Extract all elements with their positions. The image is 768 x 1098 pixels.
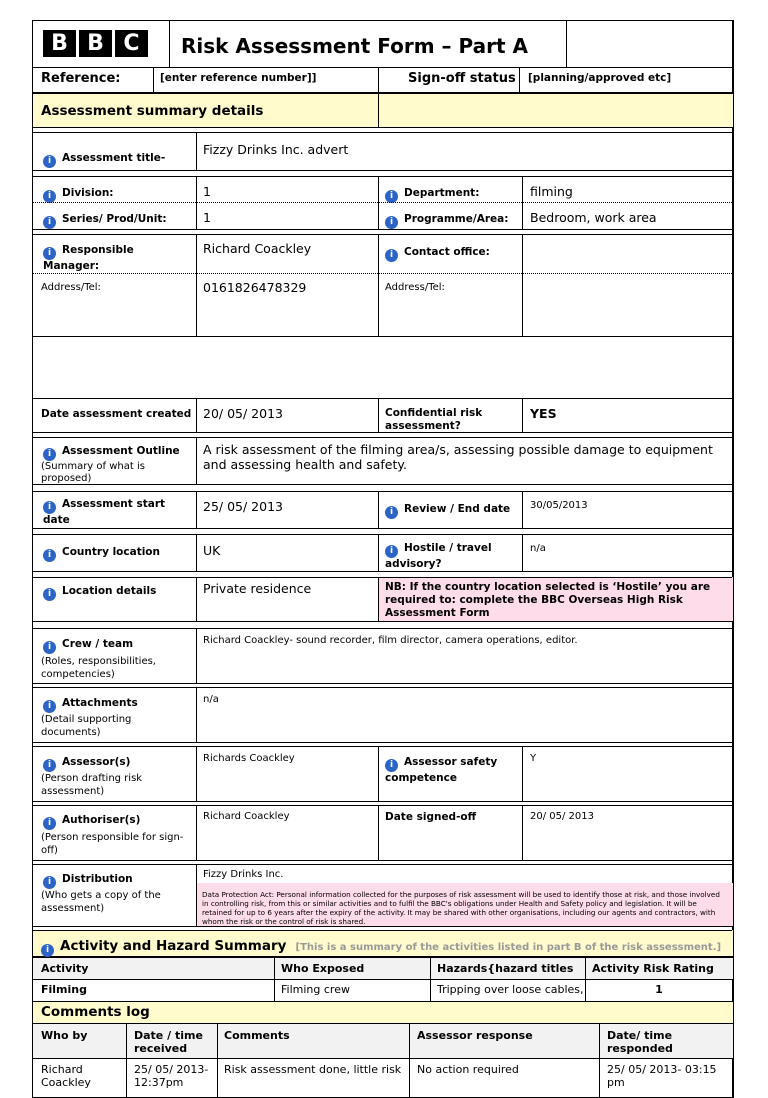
activity-cell[interactable]: Filming (41, 983, 87, 996)
series-label: Series/ Prod/Unit: (62, 213, 167, 225)
info-icon: i (43, 247, 56, 260)
info-icon: i (385, 216, 398, 229)
info-icon: i (43, 817, 56, 830)
date-created-label: Date assessment created (41, 408, 192, 420)
info-icon: i (43, 759, 56, 772)
division-label: Division: (62, 187, 114, 199)
manager-value[interactable]: Richard Coackley (203, 241, 312, 256)
date-responded-col-header: Date/ time responded (607, 1029, 673, 1055)
info-icon: i (43, 190, 56, 203)
date-responded-cell[interactable]: 25/ 05/ 2013- 03:15 pm (607, 1063, 717, 1089)
info-icon: i (43, 501, 56, 514)
reference-value[interactable]: [enter reference number]] (160, 72, 317, 84)
programme-value[interactable]: Bedroom, work area (530, 210, 657, 225)
activity-note: [This is a summary of the activities listed in part B of the risk assessment.] (295, 942, 722, 953)
assessment-title-value[interactable]: Fizzy Drinks Inc. advert (203, 142, 349, 157)
crew-value[interactable]: Richard Coackley- sound recorder, film director, camera operations, editor. (203, 635, 578, 646)
info-icon: i (385, 759, 398, 772)
reference-row (32, 68, 734, 94)
activity-table (32, 957, 734, 1002)
assessor-sub: (Person drafting risk assessment) (41, 773, 143, 797)
hazards-col-header: Hazards{hazard titles (437, 962, 574, 975)
location-label: Location details (62, 585, 157, 597)
date-created-value[interactable]: 20/ 05/ 2013 (203, 406, 283, 421)
assessor-label: Assessor(s) (62, 756, 131, 768)
who-exposed-cell[interactable]: Filming crew (281, 983, 350, 996)
info-icon: i (43, 448, 56, 461)
info-icon: i (385, 249, 398, 262)
confidential-value[interactable]: YES (530, 406, 557, 421)
comments-col-header: Comments (224, 1029, 290, 1042)
confidential-label: Confidential risk assessment? (385, 407, 483, 432)
assessor-response-cell[interactable]: No action required (417, 1063, 519, 1076)
division-value[interactable]: 1 (203, 184, 211, 199)
contact-label: Contact office: (404, 246, 490, 258)
assessor-response-col-header: Assessor response (417, 1029, 533, 1042)
who-by-col-header: Who by (41, 1029, 88, 1042)
outline-value[interactable]: A risk assessment of the filming area/s, assessing possible damage to equipment and assessing health and safety. (203, 442, 713, 472)
country-label: Country location (62, 546, 160, 558)
crew-sub: (Roles, responsibilities, competencies) (41, 656, 156, 680)
form-title: Risk Assessment Form – Part A (181, 34, 528, 58)
authoriser-sub: (Person responsible for sign-off) (41, 832, 184, 856)
date-received-cell[interactable]: 25/ 05/ 2013- 12:37pm (134, 1063, 209, 1089)
authoriser-label: Authoriser(s) (62, 814, 141, 826)
info-icon: i (385, 506, 398, 519)
signed-off-value[interactable]: 20/ 05/ 2013 (530, 811, 594, 822)
outline-sub: (Summary of what is proposed) (41, 461, 145, 484)
hostile-value[interactable]: n/a (530, 543, 546, 554)
hostile-label: Hostile / travel (404, 542, 492, 554)
distribution-value[interactable]: Fizzy Drinks Inc. (203, 869, 284, 880)
assessor-safety-label: Assessor safety (404, 756, 498, 768)
summary-heading: Assessment summary details (41, 103, 264, 119)
logo-letter: C (115, 30, 148, 57)
activity-col-header: Activity (41, 962, 89, 975)
info-icon: i (43, 549, 56, 562)
department-label: Department: (404, 187, 480, 199)
distribution-label: Distribution (62, 873, 133, 885)
risk-rating-cell[interactable]: 1 (655, 983, 663, 996)
start-label: Assessment start (62, 498, 166, 510)
authoriser-value[interactable]: Richard Coackley (203, 811, 290, 822)
assessor-safety-value[interactable]: Y (530, 753, 537, 764)
signoff-value[interactable]: [planning/approved etc] (528, 72, 672, 84)
reference-label: Reference: (41, 71, 121, 86)
review-value[interactable]: 30/05/2013 (530, 500, 588, 511)
bbc-logo (43, 30, 148, 57)
start-value[interactable]: 25/ 05/ 2013 (203, 499, 283, 514)
address-label-2: Address/Tel: (385, 282, 445, 293)
programme-label: Programme/Area: (404, 213, 509, 225)
attachments-label: Attachments (62, 697, 138, 709)
signoff-label: Sign-off status (408, 71, 516, 86)
comments-log (32, 1002, 734, 1098)
address-label: Address/Tel: (41, 282, 101, 293)
risk-form (32, 20, 734, 1098)
who-by-cell[interactable]: Richard Coackley (41, 1063, 91, 1089)
series-value[interactable]: 1 (203, 210, 211, 225)
form-header (32, 20, 734, 68)
assessor-value[interactable]: Richards Coackley (203, 753, 295, 764)
distribution-sub: (Who gets a copy of the assessment) (41, 890, 161, 914)
country-value[interactable]: UK (203, 543, 221, 558)
signed-off-label: Date signed-off (385, 811, 477, 823)
review-label: Review / End date (404, 503, 511, 515)
manager-label: Responsible (62, 244, 134, 256)
who-exposed-col-header: Who Exposed (281, 962, 365, 975)
risk-rating-col-header: Activity Risk Rating (592, 962, 714, 975)
manager-label-2: Manager: (43, 260, 100, 272)
address-value[interactable]: 0161826478329 (203, 280, 307, 295)
comments-heading: Comments log (41, 1004, 150, 1020)
date-received-col-header: Date / time received (134, 1029, 203, 1055)
location-value[interactable]: Private residence (203, 581, 312, 596)
comment-cell[interactable]: Risk assessment done, little risk (224, 1063, 402, 1076)
start-label-2: date (43, 514, 70, 526)
attachments-value[interactable]: n/a (203, 694, 219, 705)
crew-label: Crew / team (62, 638, 134, 650)
attachments-sub: (Detail supporting documents) (41, 714, 132, 738)
info-icon: i (43, 588, 56, 601)
assessment-title-label: Assessment title- (62, 152, 166, 164)
data-protection-notice: Data Protection Act: Personal information collected for the purposes of risk assessment will be used to identify those at risk, and those involved in controlling risk, from this or similar activities and to fulfil the BBC's obligations under Health and Safety policy and legislation. It will be retained for up to 6 years after the expiry of the activity. It may be shared with other organisations, including our agents and contractors, with whom the risk or the control of risk is shared. (202, 890, 720, 926)
logo-letter: B (43, 30, 76, 57)
info-icon: i (385, 190, 398, 203)
activity-heading: Activity and Hazard Summary (60, 938, 287, 954)
hostile-label-2: advisory? (385, 558, 442, 570)
info-icon: i (43, 876, 56, 889)
assessment-summary (32, 94, 734, 957)
hostile-note: NB: If the country location selected is ‘Hostile’ you are required to: complete the BBC Overseas High Risk Assessment Form (385, 581, 711, 619)
info-icon: i (43, 155, 56, 168)
info-icon: i (43, 216, 56, 229)
info-icon: i (43, 700, 56, 713)
outline-label: Assessment Outline (62, 445, 180, 457)
assessor-safety-label-2: competence (385, 772, 457, 784)
info-icon: i (41, 944, 54, 957)
logo-letter: B (79, 30, 112, 57)
hazards-cell[interactable]: Tripping over loose cables, (437, 983, 584, 996)
info-icon: i (385, 545, 398, 558)
info-icon: i (43, 641, 56, 654)
department-value[interactable]: filming (530, 184, 573, 199)
